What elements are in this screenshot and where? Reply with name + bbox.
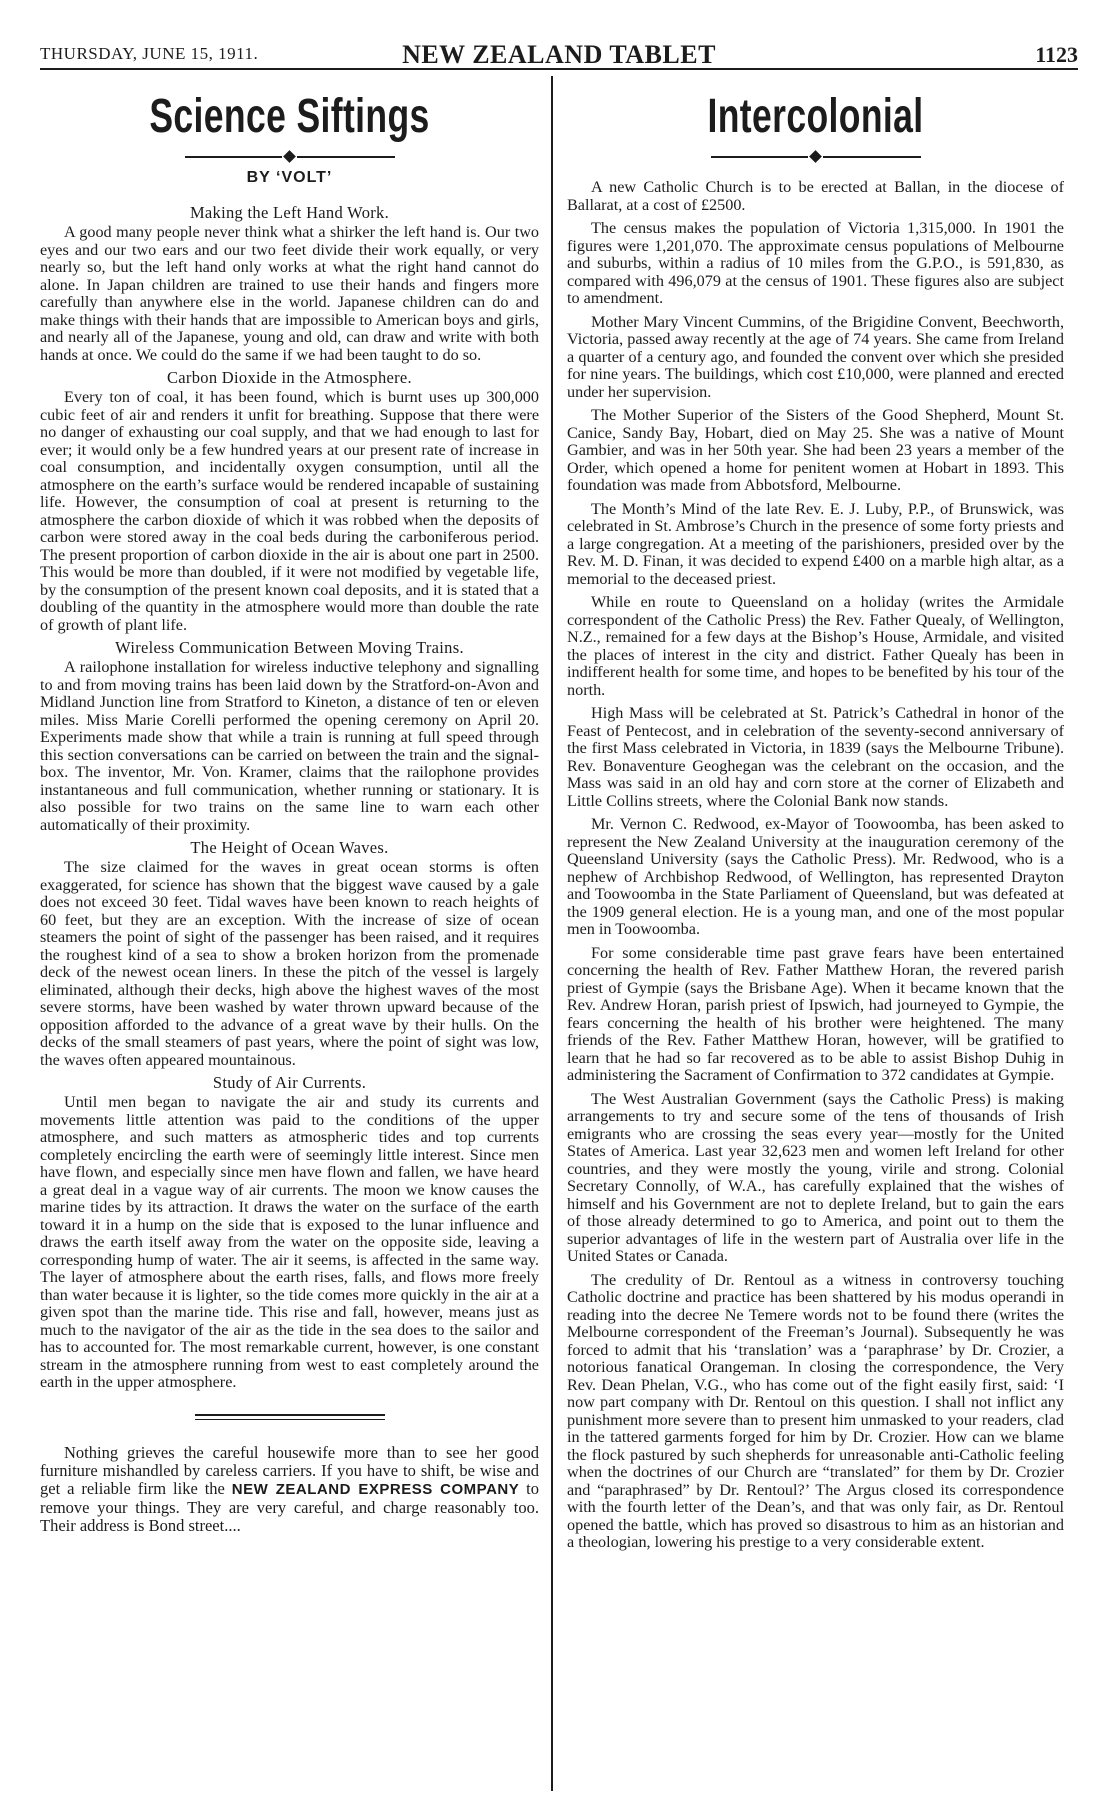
section-title: The Height of Ocean Waves. xyxy=(190,838,389,857)
masthead xyxy=(40,40,1078,70)
section-title: Study of Air Currents. xyxy=(212,1073,367,1092)
paragraph: Until men began to navigate the air and study its currents and movements little attention was paid to the conditions of the upper atmosphere, and such matters as atmospheric tides and top currents completely encircling the earth were of seemingly little interest. Since men have flown, and especially since men have flown and fallen, we have heard a great deal in a vague way of air currents. The moon we know causes the marine tides by its attraction. It draws the water on the surface of the earth toward it in a hump on the side that is exposed to the lunar influence and draws the earth itself away from the water on the opposite side, leaving a corresponding hump of water. The air it seems, is affected in the same way. The layer of atmosphere about the earth rises, falls, and flows more freely than water because it is lighter, so the tide comes more quickly in the air at a given spot than the marine tide. This rise and fall, however, means just as much to the navigator of the air as the tide in the sea does to the sailor and has to accounted for. The most remarkable current, however, is one constant stream in the atmosphere running from west to east completely around the earth in the upper atmosphere. xyxy=(40,1093,539,1391)
section-title: Making the Left Hand Work. xyxy=(189,203,390,222)
news-item: The West Australian Government (says the Catholic Press) is making arrangements to try and secure some of the tens of thousands of Irish emigrants who are crossing the seas every year—mostly for the United States of America. Last year 32,623 men and women left Ireland for other countries, and they were mostly the young, virile and strong. Colonial Secretary Connolly, of W.A., has carefully explained that the wishes of himself and his Government are not to deplete Ireland, but to gain the ears of those already determined to go to America, and point out to them the superior advantages of life in the western part of Australia over life in the United States or Canada. xyxy=(567,1089,1064,1265)
section-ocean-waves xyxy=(40,838,539,1069)
issue-date: THURSDAY, JUNE 15, 1911. xyxy=(40,44,259,63)
advert-text xyxy=(40,1444,539,1535)
newspaper-title: NEW ZEALAND TABLET xyxy=(402,40,716,69)
news-item: For some considerable time past grave fears have been entertained concerning the health of Rev. Father Matthew Horan, the revered parish priest of Gympie (says the Brisbane Age). When it became known that the Rev. Andrew Horan, parish priest of Ipswich, had journeyed to Gympie, the fears concerning the health of his brother were heightened. The many friends of the Rev. Father Matthew Horan, however, will be gratified to learn that he had so far recovered as to be able to assist Bishop Duhig in administering the Sacrament of Confirmation to 372 candidates at Gympie. xyxy=(567,943,1064,1084)
section-wireless-trains xyxy=(40,638,539,834)
columns xyxy=(40,76,1078,1791)
news-item: High Mass will be celebrated at St. Patrick’s Cathedral in honor of the Feast of Pentecost, and in celebration of the seventy-second anniversary of the first Mass celebrated in Victoria, in 1839 (says the Melbourne Tribune). Rev. Bonaventure Geoghegan was the celebrant on the occasion, and the Mass was said in an old hay and corn store at the corner of Elizabeth and Little Collins streets, where the Colonial Bank now stands. xyxy=(567,704,1064,810)
news-item: The census makes the population of Victoria 1,315,000. In 1901 the figures were 1,201,070. The approximate census populations of Melbourne and suburbs, within a radius of 10 miles from the G.P.O., is 591,830, as compared with 496,079 at the census of 1901. These figures also are subject to amendment. xyxy=(567,219,1064,307)
news-item: The credulity of Dr. Rentoul as a witness in controversy touching Catholic doctrine and practice has been shattered by his modus operandi in reading into the decree Ne Temere words not to be found there (writes the Melbourne correspondent of the Freeman’s Journal). Subsequently he was forced to admit that his ‘translation’ was a ‘paraphrase’ by Dr. Crozier, a notorious fanatical Orangeman. In closing the correspondence, the Very Rev. Dean Phelan, V.G., who has come out of the fight easily first, said: ‘I now part company with Dr. Rentoul on this question. I shall not inflict any punishment more severe than to present him unmasked to your readers, clad in the tattered garments forged for him by Dr. Crozier. How can we blame the flock pastured by such shepherds for unreasonable anti-Catholic feeling when the doctrines of our Church are “translated” for them by Dr. Crozier and “paraphrased” by Dr. Rentoul?’ The Argus closed its correspondence with the fourth letter of the Dean’s, and that was only fair, as Dr. Rentoul opened the battle, which has proved so disastrous to him as an historian and a theologian, lowering his prestige to a very considerable extent. xyxy=(567,1270,1064,1551)
divider-rule xyxy=(195,1414,385,1420)
advert-company: NEW ZEALAND EXPRESS COMPANY xyxy=(231,1480,520,1498)
paragraph: A good many people never think what a shirker the left hand is. Our two eyes and our two ears and our two feet divide their work equally, or very nearly so, but the left hand only works at what the right hand cannot do alone. In Japan children are trained to use their hands and fingers more carefully than anywhere else in the world. Japanese children can do and make things with their hands that are impossible to American boys and girls, and nearly all of the Japanese, young and old, can draw and write with both hands at once. We could do the same if we had been taught to do so. xyxy=(40,223,539,364)
heading-ornament xyxy=(185,152,395,161)
express-company-advert xyxy=(40,1444,539,1535)
news-item: While en route to Queensland on a holiday (writes the Armidale correspondent of the Catholic Press) the Rev. Father Quealy, of Wellington, N.Z., remained for a few days at the Bishop’s House, Armidale, and visited the places of interest in the city and district. Father Quealy has been in indifferent health for some time, and hopes to be benefited by his tour of the north. xyxy=(567,593,1064,699)
intercolonial-heading: Intercolonial xyxy=(707,90,924,143)
science-heading: Science Siftings xyxy=(149,90,430,143)
news-item: The Mother Superior of the Sisters of the Good Shepherd, Mount St. Canice, Sandy Bay, Hobart, died on May 25. She was a native of Mount Gambier, and was in her 50th year. She had been 23 years a member of the Order, which opened a home for penitent women at Hobart in 1893. This foundation was made from Abbotsford, Melbourne. xyxy=(567,406,1064,494)
advert-text-before: Nothing grieves the careful housewife more than to see her good furniture mishandled by careless carriers. If you have to shift, be wise and get a reliable firm like the xyxy=(40,1442,539,1498)
news-item: Mr. Vernon C. Redwood, ex-Mayor of Toowoomba, has been asked to represent the New Zealand University at the inauguration ceremony of the Queensland University (says the Catholic Press). Mr. Redwood, who is a nephew of Archbishop Redwood, of Wellington, has represented Drayton and Toowoomba in the State Parliament of Queensland, but was defeated at the 1909 general election. He is a young man, and one of the most popular men in Toowoomba. xyxy=(567,815,1064,938)
section-title: Wireless Communication Between Moving Trains. xyxy=(115,638,464,657)
paragraph: The size claimed for the waves in great ocean storms is often exaggerated, for science has shown that the biggest wave caused by a gale does not exceed 30 feet. Tidal waves have been known to reach heights of 60 feet, but they are an exception. With the increase of size of ocean steamers the point of sight of the passenger has been raised, and it requires the roughest kind of a sea to show a broken horizon from the promenade deck of the newest ocean liners. In these the pitch of the vessel is largely eliminated, although their decks, high above the highest waves of the most severe storms, have been washed by water thrown upward because of the opposition afforded to the advance of a great wave by their hulls. On the decks of the small steamers of past years, where the point of sight was low, the waves often appeared mountainous. xyxy=(40,858,539,1069)
paragraph: A railophone installation for wireless inductive telephony and signalling to and from moving trains has been laid down by the Stratford-on-Avon and Midland Junction line from Stratford to Kineton, a distance of ten or eleven miles. Miss Marie Corelli performed the opening ceremony on April 20. Experiments made show that while a train is running at full speed through this section conversations can be carried on between the train and the signal-box. The inventor, Mr. Von. Kramer, claims that the railophone provides instantaneous and full communication, whether running or stationary. It is also possible for two trains on the same line to warn each other automatically of their proximity. xyxy=(40,658,539,834)
advert-text-after: to remove your things. They are very careful, and charge reasonably too. Their address is Bond street.... xyxy=(40,1478,540,1535)
section-carbon-dioxide xyxy=(40,368,539,634)
byline: BY ‘VOLT’ xyxy=(246,169,333,186)
news-item: The Month’s Mind of the late Rev. E. J. Luby, P.P., of Brunswick, was celebrated in St. Ambrose’s Church in the presence of some forty priests and a large congregation. At a meeting of the parishioners, presided over by the Rev. M. D. Finan, it was decided to expend £400 on a marble high altar, as a memorial to the deceased priest. xyxy=(567,499,1064,588)
intercolonial-column xyxy=(553,76,1064,1791)
section-title: Carbon Dioxide in the Atmosphere. xyxy=(167,368,412,387)
science-column xyxy=(40,76,551,1791)
paragraph: Every ton of coal, it has been found, which is burnt uses up 300,000 cubic feet of air and renders it unfit for breathing. Suppose that there were no danger of exhausting our coal supply, and that we had enough to last for ever; it would only be a few hundred years at our present rate of increase in coal consumption, and incidentally oxygen consumption, until all the atmosphere on the earth’s surface would be rendered incapable of sustaining life. However, the consumption of coal at present is returning to the atmosphere the carbon dioxide of which it was robbed when the deposits of carbon were stored away in the coal beds during the carboniferous period. The present proportion of carbon dioxide in the air is about one part in 2500. This would be more than doubled, if it were not modified by vegetable life, by the consumption of the present known coal deposits, and it is stated that a doubling of the quantity in the atmosphere would more than double the rate of growth of plant life. xyxy=(40,388,539,634)
section-left-hand xyxy=(40,203,539,364)
section-air-currents xyxy=(40,1073,539,1392)
heading-ornament xyxy=(711,152,921,161)
news-item: Mother Mary Vincent Cummins, of the Brigidine Convent, Beechworth, Victoria, passed away recently at the age of 74 years. She came from Ireland a quarter of a century ago, and founded the convent over which she presided for nine years. The buildings, which cost £10,000, were planned and erected under her supervision. xyxy=(567,312,1064,401)
page-number: 1123 xyxy=(1035,42,1078,67)
news-item: A new Catholic Church is to be erected at Ballan, in the diocese of Ballarat, at a cost of £2500. xyxy=(567,178,1064,214)
